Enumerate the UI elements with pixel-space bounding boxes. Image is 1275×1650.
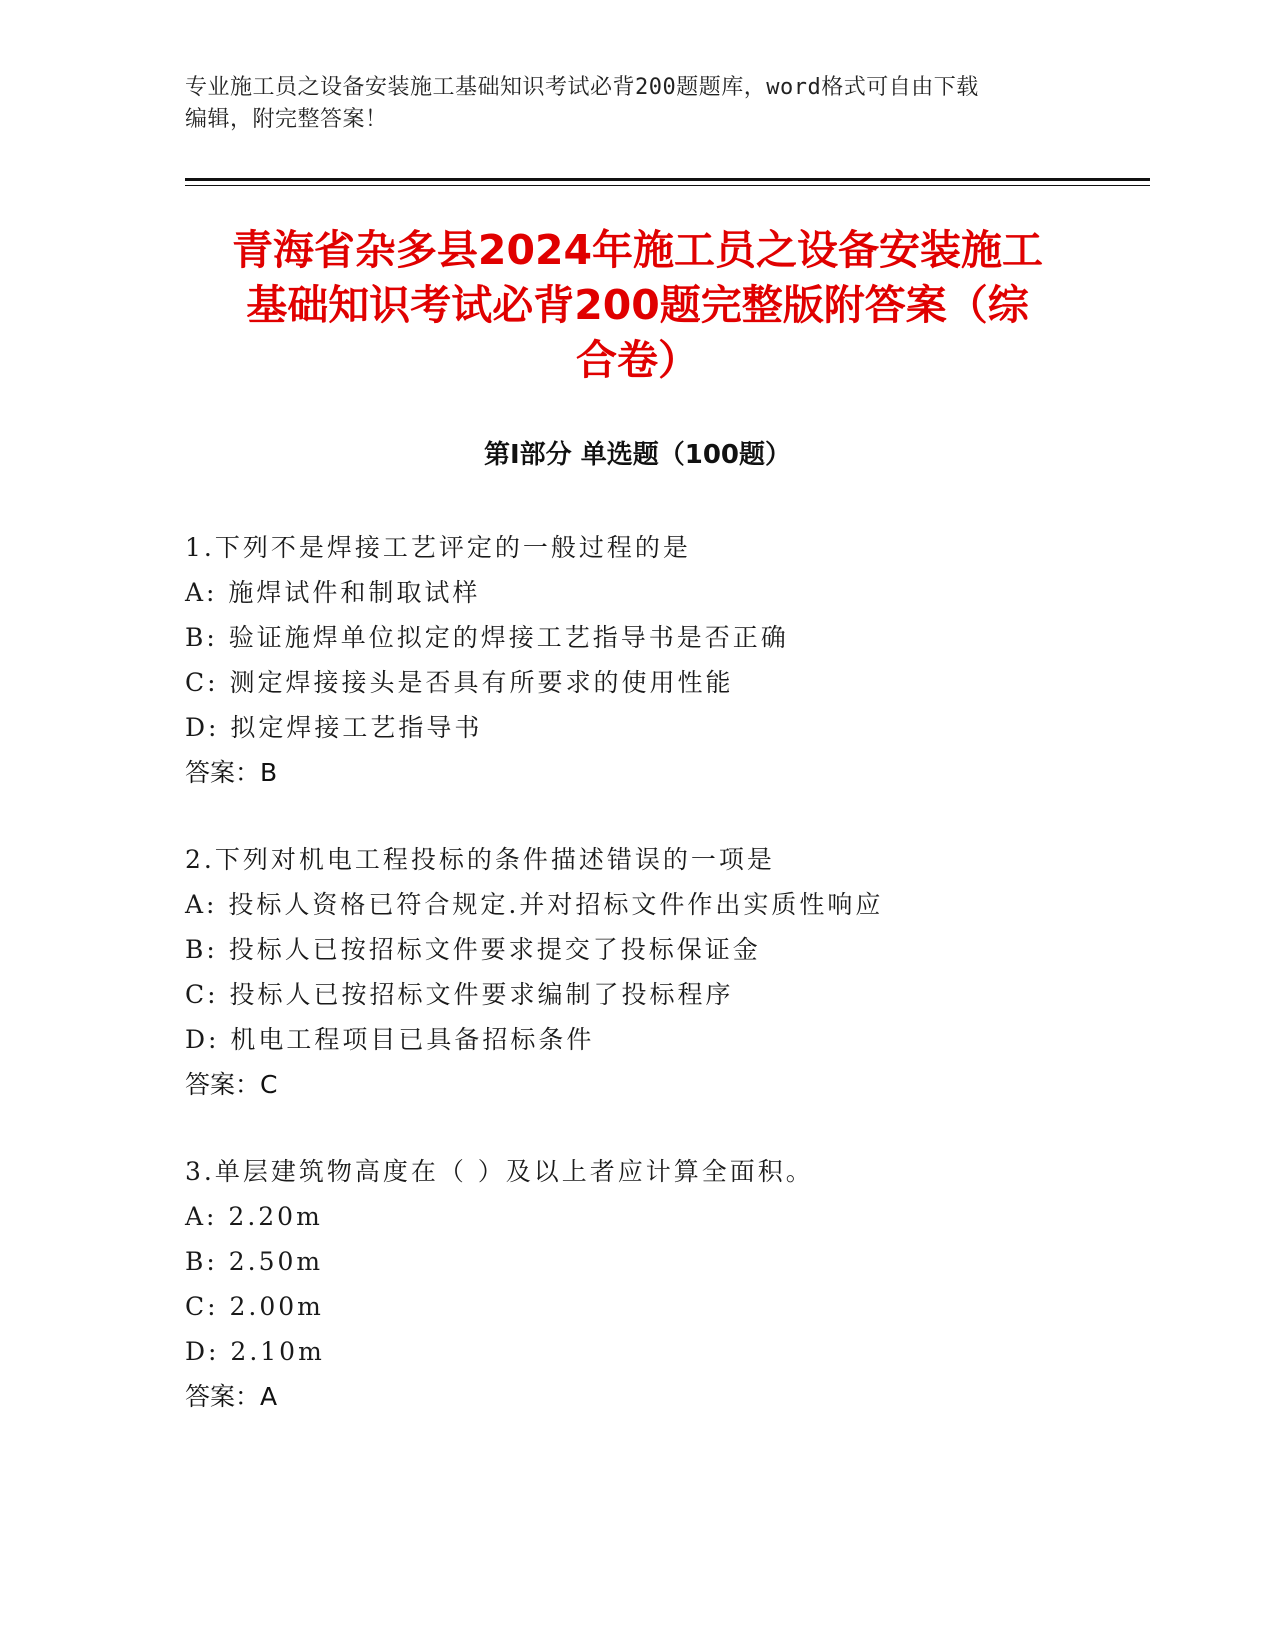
question-answer: 答案：B bbox=[185, 758, 278, 787]
question-answer: 答案：C bbox=[185, 1070, 278, 1099]
question-option-b: B: 验证施焊单位拟定的焊接工艺指导书是否正确 bbox=[185, 623, 789, 652]
question-stem: 1.下列不是焊接工艺评定的一般过程的是 bbox=[185, 533, 691, 562]
question-item bbox=[185, 1149, 1145, 1419]
document-title-line-2: 基础知识考试必背200题完整版附答案（综 bbox=[246, 281, 1029, 329]
header-divider-thick bbox=[185, 178, 1150, 181]
question-stem: 3.单层建筑物高度在（ ）及以上者应计算全面积。 bbox=[185, 1157, 814, 1186]
question-answer: 答案：A bbox=[185, 1382, 278, 1411]
header-divider-thin bbox=[185, 185, 1150, 186]
header-note-line-2: 编辑，附完整答案！ bbox=[185, 107, 388, 132]
question-option-b: B: 2.50m bbox=[185, 1247, 324, 1276]
question-item bbox=[185, 525, 1145, 795]
question-option-a: A: 2.20m bbox=[185, 1202, 323, 1231]
document-title bbox=[175, 223, 1100, 388]
question-option-a: A: 投标人资格已符合规定.并对招标文件作出实质性响应 bbox=[185, 890, 884, 919]
question-option-c: C: 2.00m bbox=[185, 1292, 324, 1321]
question-list bbox=[185, 525, 1145, 1461]
question-option-a: A: 施焊试件和制取试样 bbox=[185, 578, 481, 607]
section-title: 第Ⅰ部分 单选题（100题） bbox=[484, 440, 791, 470]
document-title-line-3: 合卷） bbox=[576, 336, 699, 384]
question-option-c: C: 测定焊接接头是否具有所要求的使用性能 bbox=[185, 668, 734, 697]
question-stem: 2.下列对机电工程投标的条件描述错误的一项是 bbox=[185, 845, 775, 874]
header-note bbox=[185, 72, 1065, 136]
question-option-d: D: 机电工程项目已具备招标条件 bbox=[185, 1025, 595, 1054]
question-option-b: B: 投标人已按招标文件要求提交了投标保证金 bbox=[185, 935, 761, 964]
question-item bbox=[185, 837, 1145, 1107]
question-option-c: C: 投标人已按招标文件要求编制了投标程序 bbox=[185, 980, 734, 1009]
question-option-d: D: 2.10m bbox=[185, 1337, 325, 1366]
question-option-d: D: 拟定焊接工艺指导书 bbox=[185, 713, 483, 742]
document-title-line-1: 青海省杂多县2024年施工员之设备安装施工 bbox=[231, 226, 1044, 274]
header-note-line-1: 专业施工员之设备安装施工基础知识考试必背200题题库，word格式可自由下载 bbox=[185, 75, 979, 100]
